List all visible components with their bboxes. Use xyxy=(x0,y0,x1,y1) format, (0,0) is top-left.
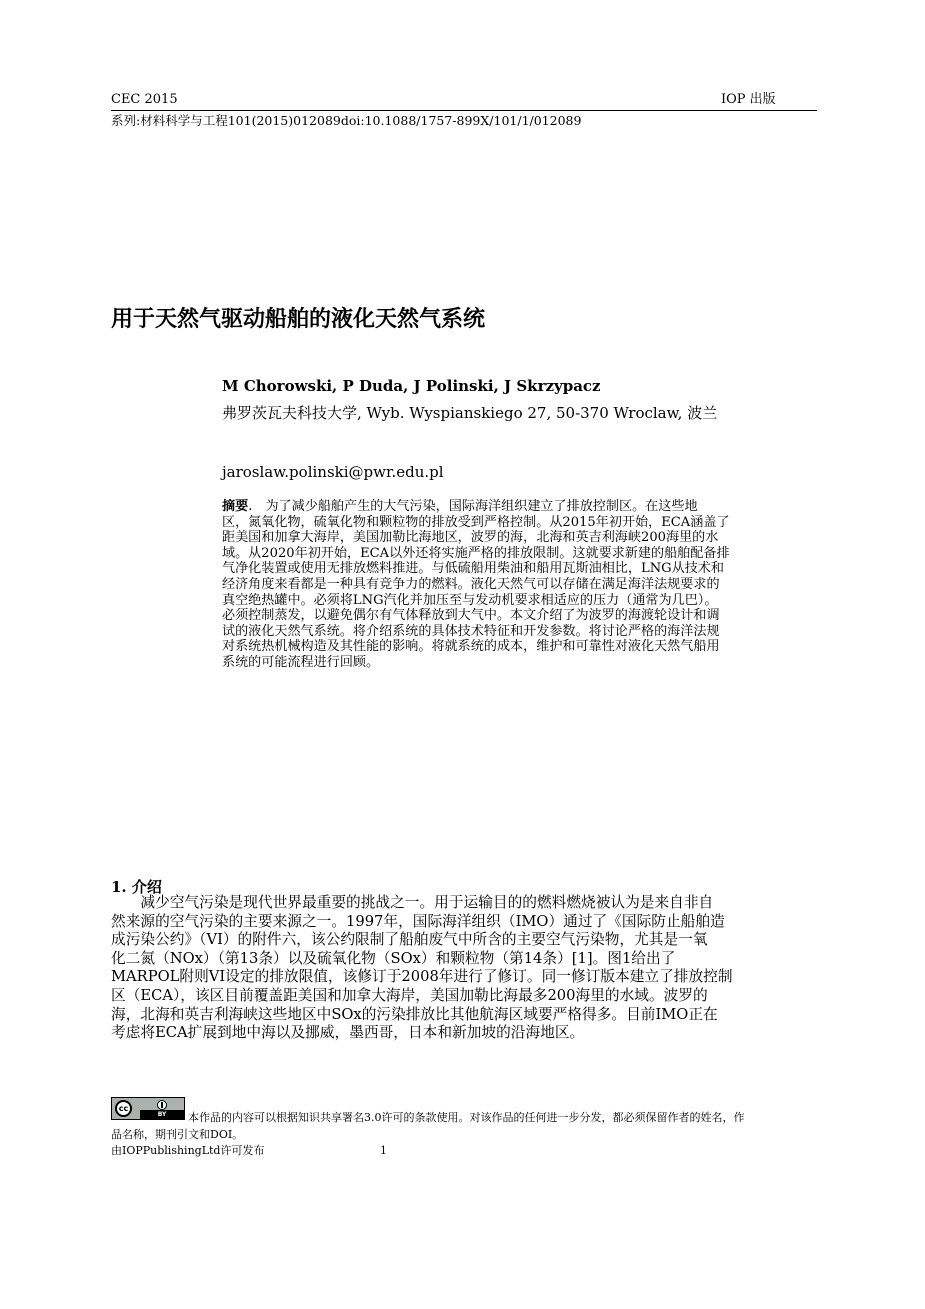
running-header-series-doi: 系列:材料科学与工程101(2015)012089doi:10.1088/1757-899X/101/1/012089 xyxy=(111,113,582,128)
abstract-line xyxy=(222,499,816,515)
paragraph-line: MARPOL附则VI设定的排放限值，该修订于2008年进行了修订。同一修订版本建立了排放控制 xyxy=(111,968,733,986)
paragraph-line: 区（ECA），该区目前覆盖距美国和加拿大海岸，美国加勒比海最多200海里的水域。波罗的 xyxy=(111,986,708,1004)
abstract-line: 系统的可能流程进行回顾。 xyxy=(222,654,380,670)
paragraph-line: 成污染公约》（VI）的附件六，该公约限制了船舶废气中所含的主要空气污染物，尤其是一氧 xyxy=(111,931,708,949)
running-header-publisher: IOP 出版 xyxy=(721,92,776,107)
publisher-statement: 由IOPPublishingLtd许可发布 xyxy=(111,1144,265,1157)
paragraph-line: 然来源的空气污染的主要来源之一。1997年，国际海洋组织（IMO）通过了《国际防止船舶造 xyxy=(111,912,725,930)
abstract-line: 域。从2020年初开始，ECA以外还将实施严格的排放限制。这就要求新建的船舶配备排 xyxy=(222,545,730,561)
cc-icon: cc xyxy=(115,1100,132,1117)
abstract-line: 必须控制蒸发，以避免偶尔有气体释放到大气中。本文介绍了为波罗的海渡轮设计和调 xyxy=(222,608,720,624)
paper-title: 用于天然气驱动船舶的液化天然气系统 xyxy=(111,306,486,332)
header-rule xyxy=(111,110,817,111)
abstract-line: 区，氮氧化物，硫氧化物和颗粒物的排放受到严格控制。从2015年初开始，ECA涵盖了 xyxy=(222,514,730,530)
paragraph-line: 减少空气污染是现代世界最重要的挑战之一。用于运输目的的燃料燃烧被认为是来自非自 xyxy=(111,894,714,911)
license-statement: 本作品的内容可以根据知识共享署名3.0许可的条款使用。对该作品的任何进一步分发，都必须保留作者的姓名，作 xyxy=(188,1111,745,1124)
running-header-conference: CEC 2015 xyxy=(111,92,178,107)
abstract-line: 经济角度来看都是一种具有竞争力的燃料。液化天然气可以存储在满足海洋法规要求的 xyxy=(222,576,720,592)
page-number: 1 xyxy=(380,1144,387,1157)
abstract-keyword: 摘要 xyxy=(222,499,249,514)
attribution-person-icon xyxy=(157,1100,167,1110)
abstract-line: 试的液化天然气系统。将介绍系统的具体技术特征和开发参数。将讨论严格的海洋法规 xyxy=(222,623,720,639)
abstract-line: 对系统热机械构造及其性能的影响。将就系统的成本，维护和可靠性对液化天然气船用 xyxy=(222,639,720,655)
paragraph-line: 考虑将ECA扩展到地中海以及挪威，墨西哥，日本和新加坡的沿海地区。 xyxy=(111,1024,585,1042)
by-label: BY xyxy=(140,1110,184,1119)
abstract-line: 真空绝热罐中。必须将LNG汽化并加压至与发动机要求相适应的压力（通常为几巴）。 xyxy=(222,592,718,608)
author-affiliation: 弗罗茨瓦夫科技大学, Wyb. Wyspianskiego 27, 50-370 Wroclaw, 波兰 xyxy=(222,404,718,422)
introduction-paragraph xyxy=(111,894,817,1043)
abstract-first-line-text: . 为了减少船舶产生的大气污染，国际海洋组织建立了排放控制区。在这些地 xyxy=(248,499,698,514)
abstract-line: 距美国和加拿大海岸，美国加勒比海地区，波罗的海，北海和英吉利海峡200海里的水 xyxy=(222,530,719,546)
abstract-line: 气净化装置或使用无排放燃料推进。与低硫船用柴油和船用瓦斯油相比，LNG从技术和 xyxy=(222,561,724,577)
license-statement-continued: 品名称，期刊引文和DOI。 xyxy=(111,1128,244,1141)
author-list: M Chorowski, P Duda, J Polinski, J Skrzypacz xyxy=(222,377,601,395)
author-email[interactable]: jaroslaw.polinski@pwr.edu.pl xyxy=(222,463,444,481)
paragraph-line: 化二氮（NOx）（第13条）以及硫氧化物（SOx）和颗粒物（第14条）[1]。图1给出了 xyxy=(111,949,676,967)
paragraph-line: 海，北海和英吉利海峡这些地区中SOx的污染排放比其他航海区域要严格得多。目前IMO正在 xyxy=(111,1005,718,1023)
abstract xyxy=(222,499,816,671)
section-heading-introduction: 1. 介绍 xyxy=(111,878,162,896)
cc-by-license-badge[interactable] xyxy=(111,1097,185,1120)
